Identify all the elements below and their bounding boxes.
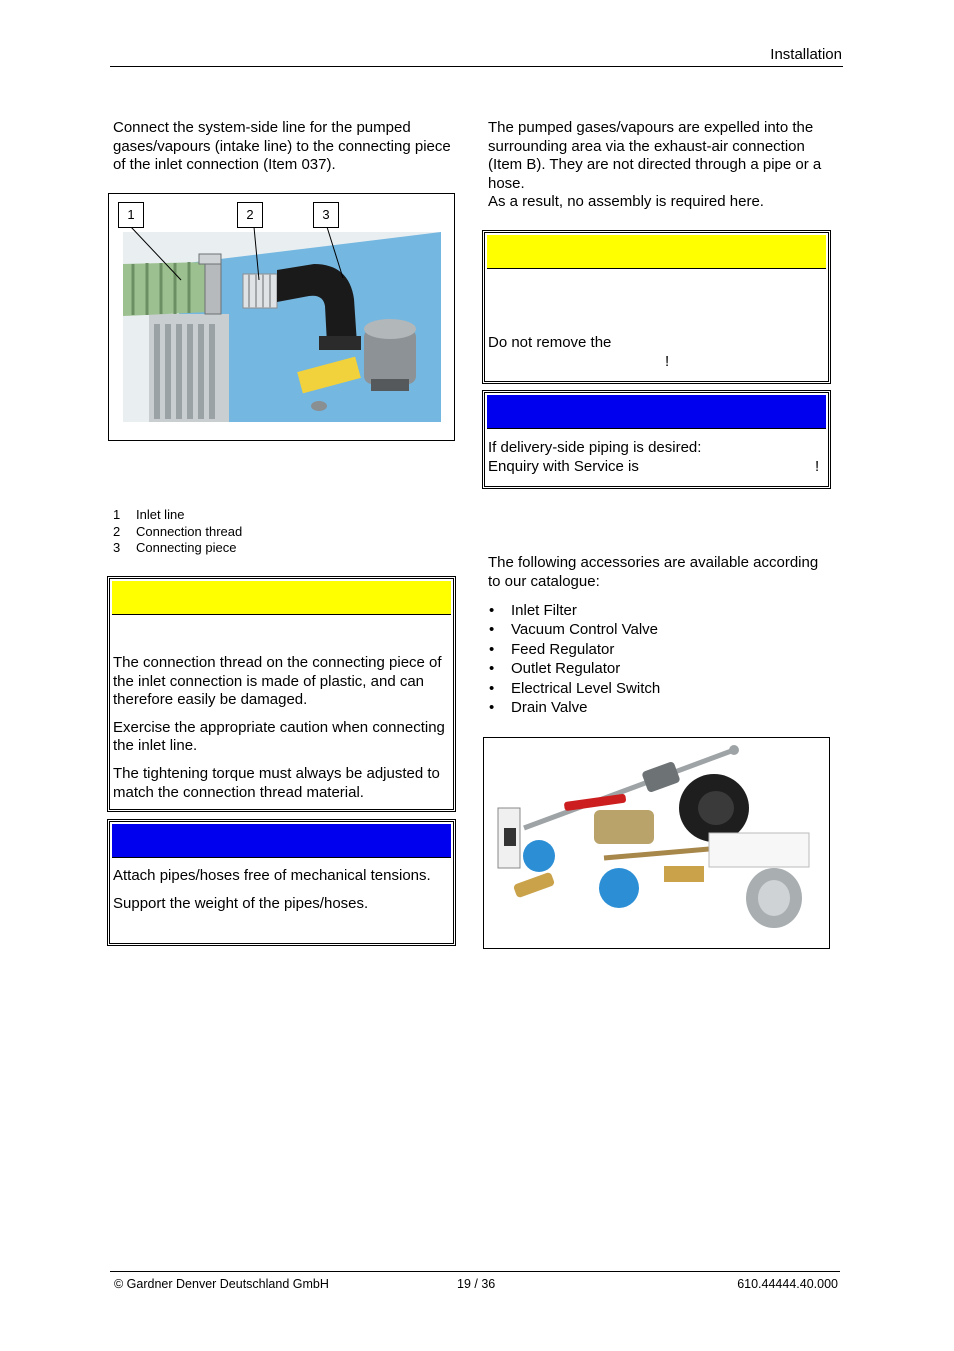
list-item: • Inlet Filter bbox=[488, 601, 788, 620]
accessories-figure bbox=[483, 737, 830, 949]
caution-text bbox=[113, 654, 449, 811]
inlet-instruction: Connect the system-side line for the pumped gases/vapours (intake line) to the connecting piece of the inlet connection (Item 037). bbox=[113, 119, 451, 174]
legend-item: 3 Connecting piece bbox=[113, 540, 237, 556]
figure-legend bbox=[113, 507, 413, 557]
list-item: • Electrical Level Switch bbox=[488, 679, 788, 698]
note-paragraph: Support the weight of the pipes/hoses. bbox=[113, 894, 369, 912]
figure-callout-2: 2 bbox=[237, 202, 263, 228]
caution-paragraph: The tightening torque must always be adjusted to match the connection thread material. bbox=[113, 764, 440, 801]
caution-line-1: Do not remove the bbox=[488, 334, 612, 351]
note-text bbox=[113, 867, 449, 922]
exhaust-paragraph: The pumped gases/vapours are expelled into the surrounding area via the exhaust-air connection (Item B). They are not directed through a pipe or a hose. bbox=[488, 119, 822, 192]
list-item: • Drain Valve bbox=[488, 698, 788, 717]
inlet-connection-illustration bbox=[109, 194, 454, 440]
exhaust-description bbox=[488, 119, 840, 212]
accessories-illustration bbox=[484, 738, 829, 948]
note-line-2-end: ! bbox=[815, 458, 820, 475]
caution-paragraph: The connection thread on the connecting piece of the inlet connection is made of plastic, and can therefore easily be damaged. bbox=[113, 654, 442, 709]
caution-box-exhaust bbox=[482, 230, 831, 384]
footer-copyright: © Gardner Denver Deutschland GmbH bbox=[114, 1277, 329, 1291]
exhaust-paragraph: As a result, no assembly is required here. bbox=[488, 193, 764, 211]
list-item: • Vacuum Control Valve bbox=[488, 620, 788, 639]
figure-callout-1: 1 bbox=[118, 202, 144, 228]
footer-rule bbox=[110, 1271, 840, 1272]
header-rule bbox=[110, 66, 843, 67]
note-line-2: Enquiry with Service is bbox=[488, 458, 639, 475]
note-band bbox=[112, 824, 451, 858]
figure-callout-3: 3 bbox=[313, 202, 339, 228]
list-item: • Outlet Regulator bbox=[488, 659, 788, 678]
caution-band bbox=[487, 235, 826, 269]
legend-item: 1 Inlet line bbox=[113, 507, 185, 522]
accessories-intro: The following accessories are available according to our catalogue: bbox=[488, 554, 819, 590]
note-box-delivery-piping bbox=[482, 390, 831, 489]
footer-document-number: 610.44444.40.000 bbox=[737, 1277, 838, 1291]
footer-page-number: 19 / 36 bbox=[457, 1277, 496, 1291]
inlet-figure bbox=[108, 193, 455, 441]
legend-item: 2 Connection thread bbox=[113, 523, 243, 539]
caution-box-inlet-thread bbox=[107, 576, 456, 812]
accessories-list bbox=[488, 601, 788, 717]
note-box-pipe-tension bbox=[107, 819, 456, 946]
list-item: • Feed Regulator bbox=[488, 640, 788, 659]
note-line-1: If delivery-side piping is desired: bbox=[488, 439, 702, 456]
caution-band bbox=[112, 581, 451, 615]
note-band bbox=[487, 395, 826, 429]
caution-paragraph: Exercise the appropriate caution when connecting the inlet line. bbox=[113, 718, 445, 755]
caution-line-2: ! bbox=[665, 353, 670, 370]
note-paragraph: Attach pipes/hoses free of mechanical tensions. bbox=[113, 867, 431, 884]
header-section-title: Installation bbox=[770, 46, 842, 63]
